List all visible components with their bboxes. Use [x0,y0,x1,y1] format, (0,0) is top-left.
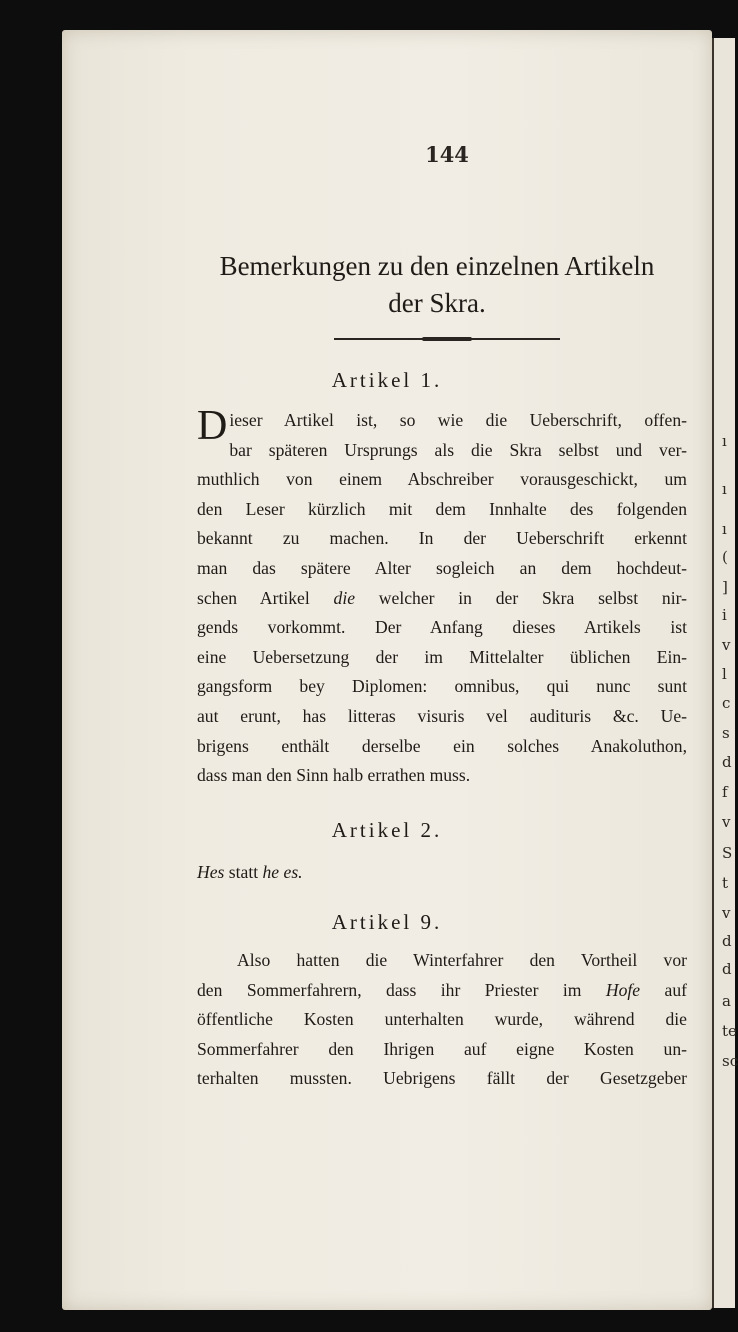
text-line: Also hatten die Winterfahrer den Vortheil vor [237,950,687,970]
adjacent-page-char: c [722,694,731,712]
text-run: schen Artikel [197,587,334,608]
italic-word: Hes [197,862,225,882]
text-line: terhalten mussten. Uebrigens fällt der Gesetzgeber [197,1068,687,1089]
text-run: statt [224,862,263,882]
text-line: aut erunt, has litteras visuris vel audituris &c. Ue- [197,705,687,726]
adjacent-page-char: te [722,1022,737,1040]
text-line: brigens enthält derselbe ein solches Anakoluthon, [197,735,687,756]
adjacent-page-char: v [722,813,731,831]
adjacent-page-char: ı [722,432,727,450]
italic-word: he es. [262,862,303,882]
article-2-heading: Artikel 2. [331,818,443,842]
book-page [62,30,712,1310]
text-line [197,858,687,888]
text-line: muthlich von einem Abschreiber vorausgeschickt, um [197,469,687,490]
adjacent-page-char: l [722,665,727,683]
text-line [197,584,687,614]
italic-word: Hofe [605,979,641,1000]
adjacent-page-char: S [722,844,733,862]
adjacent-page-char: d [722,932,732,950]
text-line: Sommerfahrer den Ihrigen auf eigne Kosten un- [197,1038,687,1059]
article-9-heading: Artikel 9. [331,910,443,934]
adjacent-page-char: f [722,783,728,801]
text-run: auf [640,979,687,1000]
text-run: den Sommerfahrern, dass ihr Priester im [197,979,606,1000]
title-line-1: Bemerkungen zu den einzelnen Artikeln [219,251,655,281]
adjacent-page-edge [712,38,738,1308]
article-1-body [197,403,687,791]
text-line: gangsform bey Diplomen: omnibus, qui nunc sunt [197,676,687,697]
text-line: ieser Artikel ist, so wie die Ueberschrift, offen- [229,410,687,430]
text-run: welcher in der Skra selbst nir- [355,587,687,608]
adjacent-page-char: ı [722,480,727,498]
text-line: den Leser kürzlich mit dem Innhalte des folgenden [197,498,687,519]
article-2-body [197,858,687,888]
italic-word: die [333,587,356,608]
text-line: eine Uebersetzung der im Mittelalter üblichen Ein- [197,646,687,667]
adjacent-page-char: v [722,636,731,654]
adjacent-page-char: a [722,992,731,1010]
article-1-heading: Artikel 1. [331,368,443,392]
adjacent-page-char: d [722,960,732,978]
title-line-2: der Skra. [388,288,486,318]
adjacent-page-char: s [722,724,730,742]
adjacent-page-char: ( [722,548,728,566]
adjacent-page-char: sc [722,1052,738,1070]
adjacent-page-char: ı [722,520,727,538]
adjacent-page-char: v [722,904,731,922]
page-title [152,248,722,322]
title-divider [334,338,560,340]
text-line: dass man den Sinn halb errathen muss. [197,765,471,786]
text-line: bar späteren Ursprungs als die Skra selbst und ver- [229,439,687,460]
drop-cap: D [197,403,228,449]
article-9-body [197,946,687,1094]
adjacent-page-char: ] [722,578,728,596]
adjacent-page-char: d [722,753,732,771]
adjacent-page-char: i [722,606,727,624]
page-number: 144 [425,142,469,167]
text-line: gends vorkommt. Der Anfang dieses Artikels ist [197,617,687,638]
text-line: öffentliche Kosten unterhalten wurde, während die [197,1009,687,1030]
text-line: bekannt zu machen. In der Ueberschrift erkennt [197,528,687,549]
text-line: man das spätere Alter sogleich an dem hochdeut- [197,557,687,578]
text-line [197,976,687,1006]
adjacent-page-char: t [722,874,729,892]
